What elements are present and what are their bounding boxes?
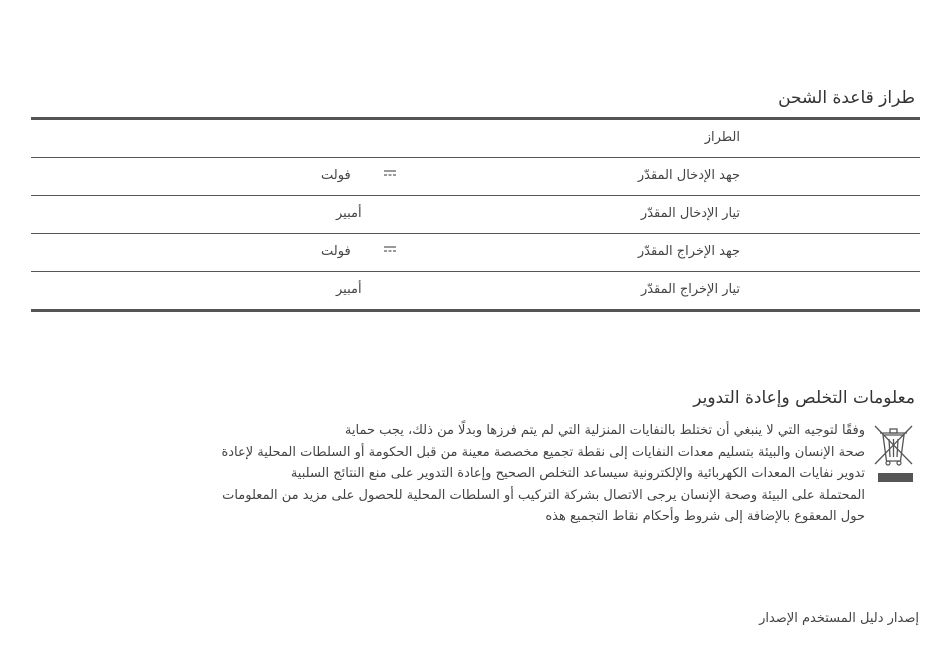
table-row — [31, 158, 920, 196]
spec-section-title: طراز قاعدة الشحن — [778, 88, 915, 108]
weee-crossed-bin-icon — [872, 423, 915, 485]
spec-label-input-voltage: جهد الإدخال المقدّر — [637, 168, 740, 183]
spec-unit-volt: فولت — [321, 244, 351, 259]
spec-label-model: الطراز — [704, 130, 740, 145]
table-row — [31, 120, 920, 158]
table-row — [31, 234, 920, 272]
recycle-line: صحة الإنسان والبيئة بتسليم معدات النفايات إلى نقطة تجميع مخصصة معينة من قبل الحكومة أو السلطات المحلية لإعادة — [221, 444, 865, 460]
dc-current-icon — [383, 244, 397, 254]
spec-label-output-current: تيار الإخراج المقدّر — [640, 282, 740, 297]
spec-label-output-voltage: جهد الإخراج المقدّر — [637, 244, 740, 259]
spec-label-input-current: تيار الإدخال المقدّر — [640, 206, 740, 221]
recycle-line: حول المعقوع بالإضافة إلى شروط وأحكام نقاط التجميع هذه — [545, 509, 865, 524]
recycle-section-title: معلومات التخلص وإعادة التدوير — [693, 388, 915, 408]
spec-unit-volt: فولت — [321, 168, 351, 183]
table-row — [31, 196, 920, 234]
spec-unit-ampere: أمبير — [336, 206, 362, 221]
spec-unit-ampere: أمبير — [336, 282, 362, 297]
table-row — [31, 272, 920, 309]
spec-table — [31, 117, 920, 312]
recycle-line: المحتملة على البيئة وصحة الإنسان يرجى الاتصال بشركة التركيب أو السلطات المحلية للحصول على مزيد من المعلومات — [222, 487, 865, 503]
recycle-line: وفقًا لتوجيه التي لا ينبغي أن تختلط بالنفايات المنزلية التي لم يتم فرزها وبدلًا من ذلك، يجب حماية — [344, 423, 865, 438]
footer-version: إصدار دليل المستخدم الإصدار — [759, 611, 919, 626]
recycle-paragraph — [33, 420, 865, 528]
dc-current-icon — [383, 168, 397, 178]
recycle-line: تدوير نفايات المعدات الكهربائية والإلكترونية سيساعد التخلص الصحيح وإعادة التدوير على منع النتائج السلبية — [290, 466, 865, 481]
